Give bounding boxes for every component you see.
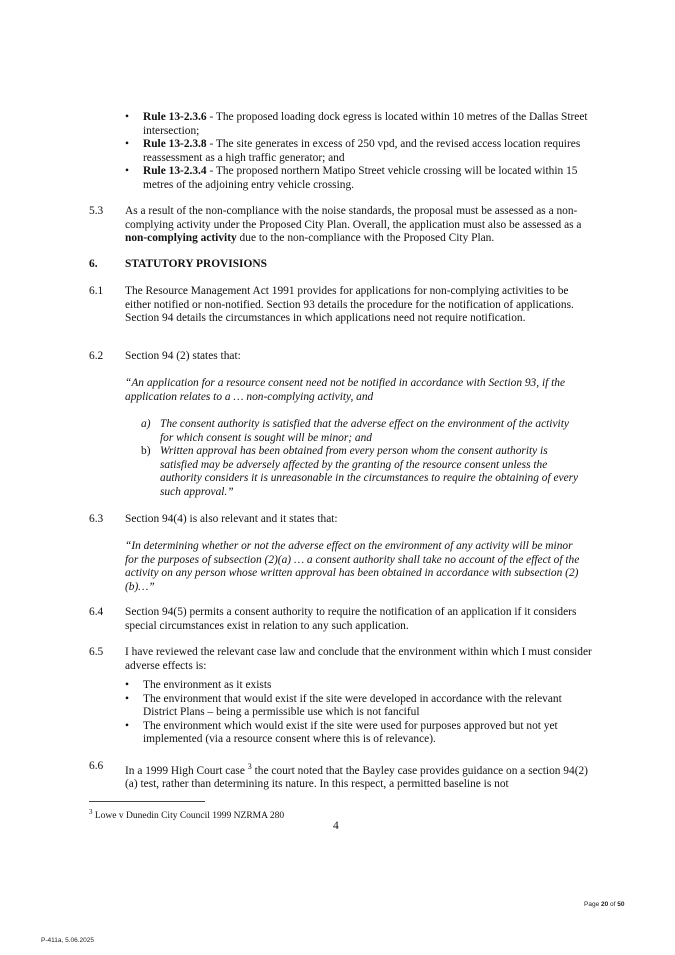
paragraph-text: the court noted that the Bayley case provides guidance on a section 94(2)(a) test, rather than determining its nature. In this respect, a permitted baseline is not (125, 764, 588, 791)
list-item (125, 165, 595, 192)
bullet-icon: • (125, 692, 129, 705)
paragraph-6-1: The Resource Management Act 1991 provides for applications for non-complying activities to be either notified or non-notified. Section 93 details the procedure for the notification of applications. Section 94 details the circumstances in which applications need not require notification. (125, 285, 574, 324)
paragraph-5-3 (125, 205, 595, 246)
paragraph-text: In a 1999 High Court case (125, 764, 248, 777)
list-item (141, 418, 585, 445)
block-quote: “In determining whether or not the adverse effect on the environment of any activity will be minor for the purposes of subsection (2)(a) … a consent authority shall take no account of the effect of the activity on any person whose written approval has been obtained in accordance with subsection (2)(b)…” (125, 540, 580, 593)
rule-text: - The proposed northern Matipo Street vehicle crossing will be located within 15 metres of the adjoining entry vehicle crossing. (143, 165, 578, 191)
list-item (125, 111, 595, 138)
paragraph-number: 6.1 (89, 285, 104, 297)
footnote-divider (89, 801, 205, 802)
quote-list (141, 418, 585, 499)
paragraph-text: As a result of the non-compliance with the noise standards, the proposal must be assessed as a non-complying activity under the Proposed City Plan. Overall, the application must also be assessed as a (125, 205, 582, 231)
document-reference: P-411a, 5.06.2025 (41, 937, 95, 944)
paragraph-text: due to the non-compliance with the Proposed City Plan. (236, 232, 495, 244)
section-number: 6. (89, 258, 98, 270)
footnote (89, 806, 284, 824)
list-item (141, 445, 585, 499)
paragraph-number: 6.2 (89, 350, 104, 362)
rule-text: - The site generates in excess of 250 vpd, and the revised access location requires reassessment as a high traffic generator; and (143, 138, 581, 164)
bullet-icon: • (125, 111, 129, 123)
rule-ref: Rule 13-2.3.4 (143, 165, 207, 177)
paragraph-number: 6.4 (89, 606, 104, 618)
list-item (125, 138, 595, 165)
bullet-icon: • (125, 138, 129, 150)
item-text: The environment which would exist if the site were used for purposes approved but not yet implemented (via a resource consent where this is of relevance). (143, 719, 558, 745)
footnote-marker: 3 (89, 808, 93, 816)
bold-term: non-complying activity (125, 232, 237, 244)
section-heading: STATUTORY PROVISIONS (125, 258, 267, 270)
list-item (125, 679, 595, 693)
paragraph-number: 6.3 (89, 513, 104, 525)
page-counter (584, 898, 625, 912)
paragraph-6-6 (125, 760, 595, 792)
paragraph-number: 6.5 (89, 646, 104, 658)
item-label: b) (141, 445, 151, 457)
footnote-ref: 3 (247, 762, 252, 771)
page-current: 20 (601, 901, 609, 908)
page-prefix: Page (584, 901, 601, 908)
list-item (125, 720, 595, 747)
paragraph-number: 6.6 (89, 760, 104, 772)
page-total: 50 (617, 901, 625, 908)
item-text: The environment that would exist if the site were developed in accordance with the relevant District Plans – being a permissible use which is not fanciful (143, 692, 562, 718)
paragraph-6-2: Section 94 (2) states that: (125, 350, 241, 362)
bullet-icon: • (125, 719, 129, 732)
list-item (125, 693, 595, 720)
paragraph-number: 5.3 (89, 205, 104, 217)
bullet-icon: • (125, 679, 129, 691)
rule-ref: Rule 13-2.3.6 (143, 111, 207, 123)
paragraph-6-4: Section 94(5) permits a consent authority to require the notification of an application if it considers special circumstances exist in relation to any such application. (125, 606, 577, 632)
environment-list (125, 679, 595, 747)
item-label: a) (141, 418, 151, 430)
page-number: 4 (333, 820, 339, 832)
rule-text: - The proposed loading dock egress is located within 10 metres of the Dallas Street intersection; (143, 111, 588, 137)
paragraph-6-5: I have reviewed the relevant case law and conclude that the environment within which I must consider adverse effects is: (125, 646, 592, 672)
item-text: The consent authority is satisfied that the adverse effect on the environment of the activity for which consent is sought will be minor; and (160, 418, 569, 444)
rule-ref: Rule 13-2.3.8 (143, 138, 207, 150)
paragraph-6-3: Section 94(4) is also relevant and it states that: (125, 513, 338, 525)
footnote-text: Lowe v Dunedin City Council 1999 NZRMA 280 (92, 811, 285, 822)
page-of: of (608, 901, 618, 908)
item-text: Written approval has been obtained from every person whom the consent authority is satisfied may be adversely affected by the granting of the resource consent unless the authority considers it is unreasonable in the circumstances to require the obtaining of every such approval.” (160, 445, 579, 498)
block-quote: “An application for a resource consent need not be notified in accordance with Section 93, if the application relates to a … non-complying activity, and (125, 377, 566, 403)
item-text: The environment as it exists (143, 679, 272, 691)
rule-list (125, 111, 595, 192)
bullet-icon: • (125, 165, 129, 177)
